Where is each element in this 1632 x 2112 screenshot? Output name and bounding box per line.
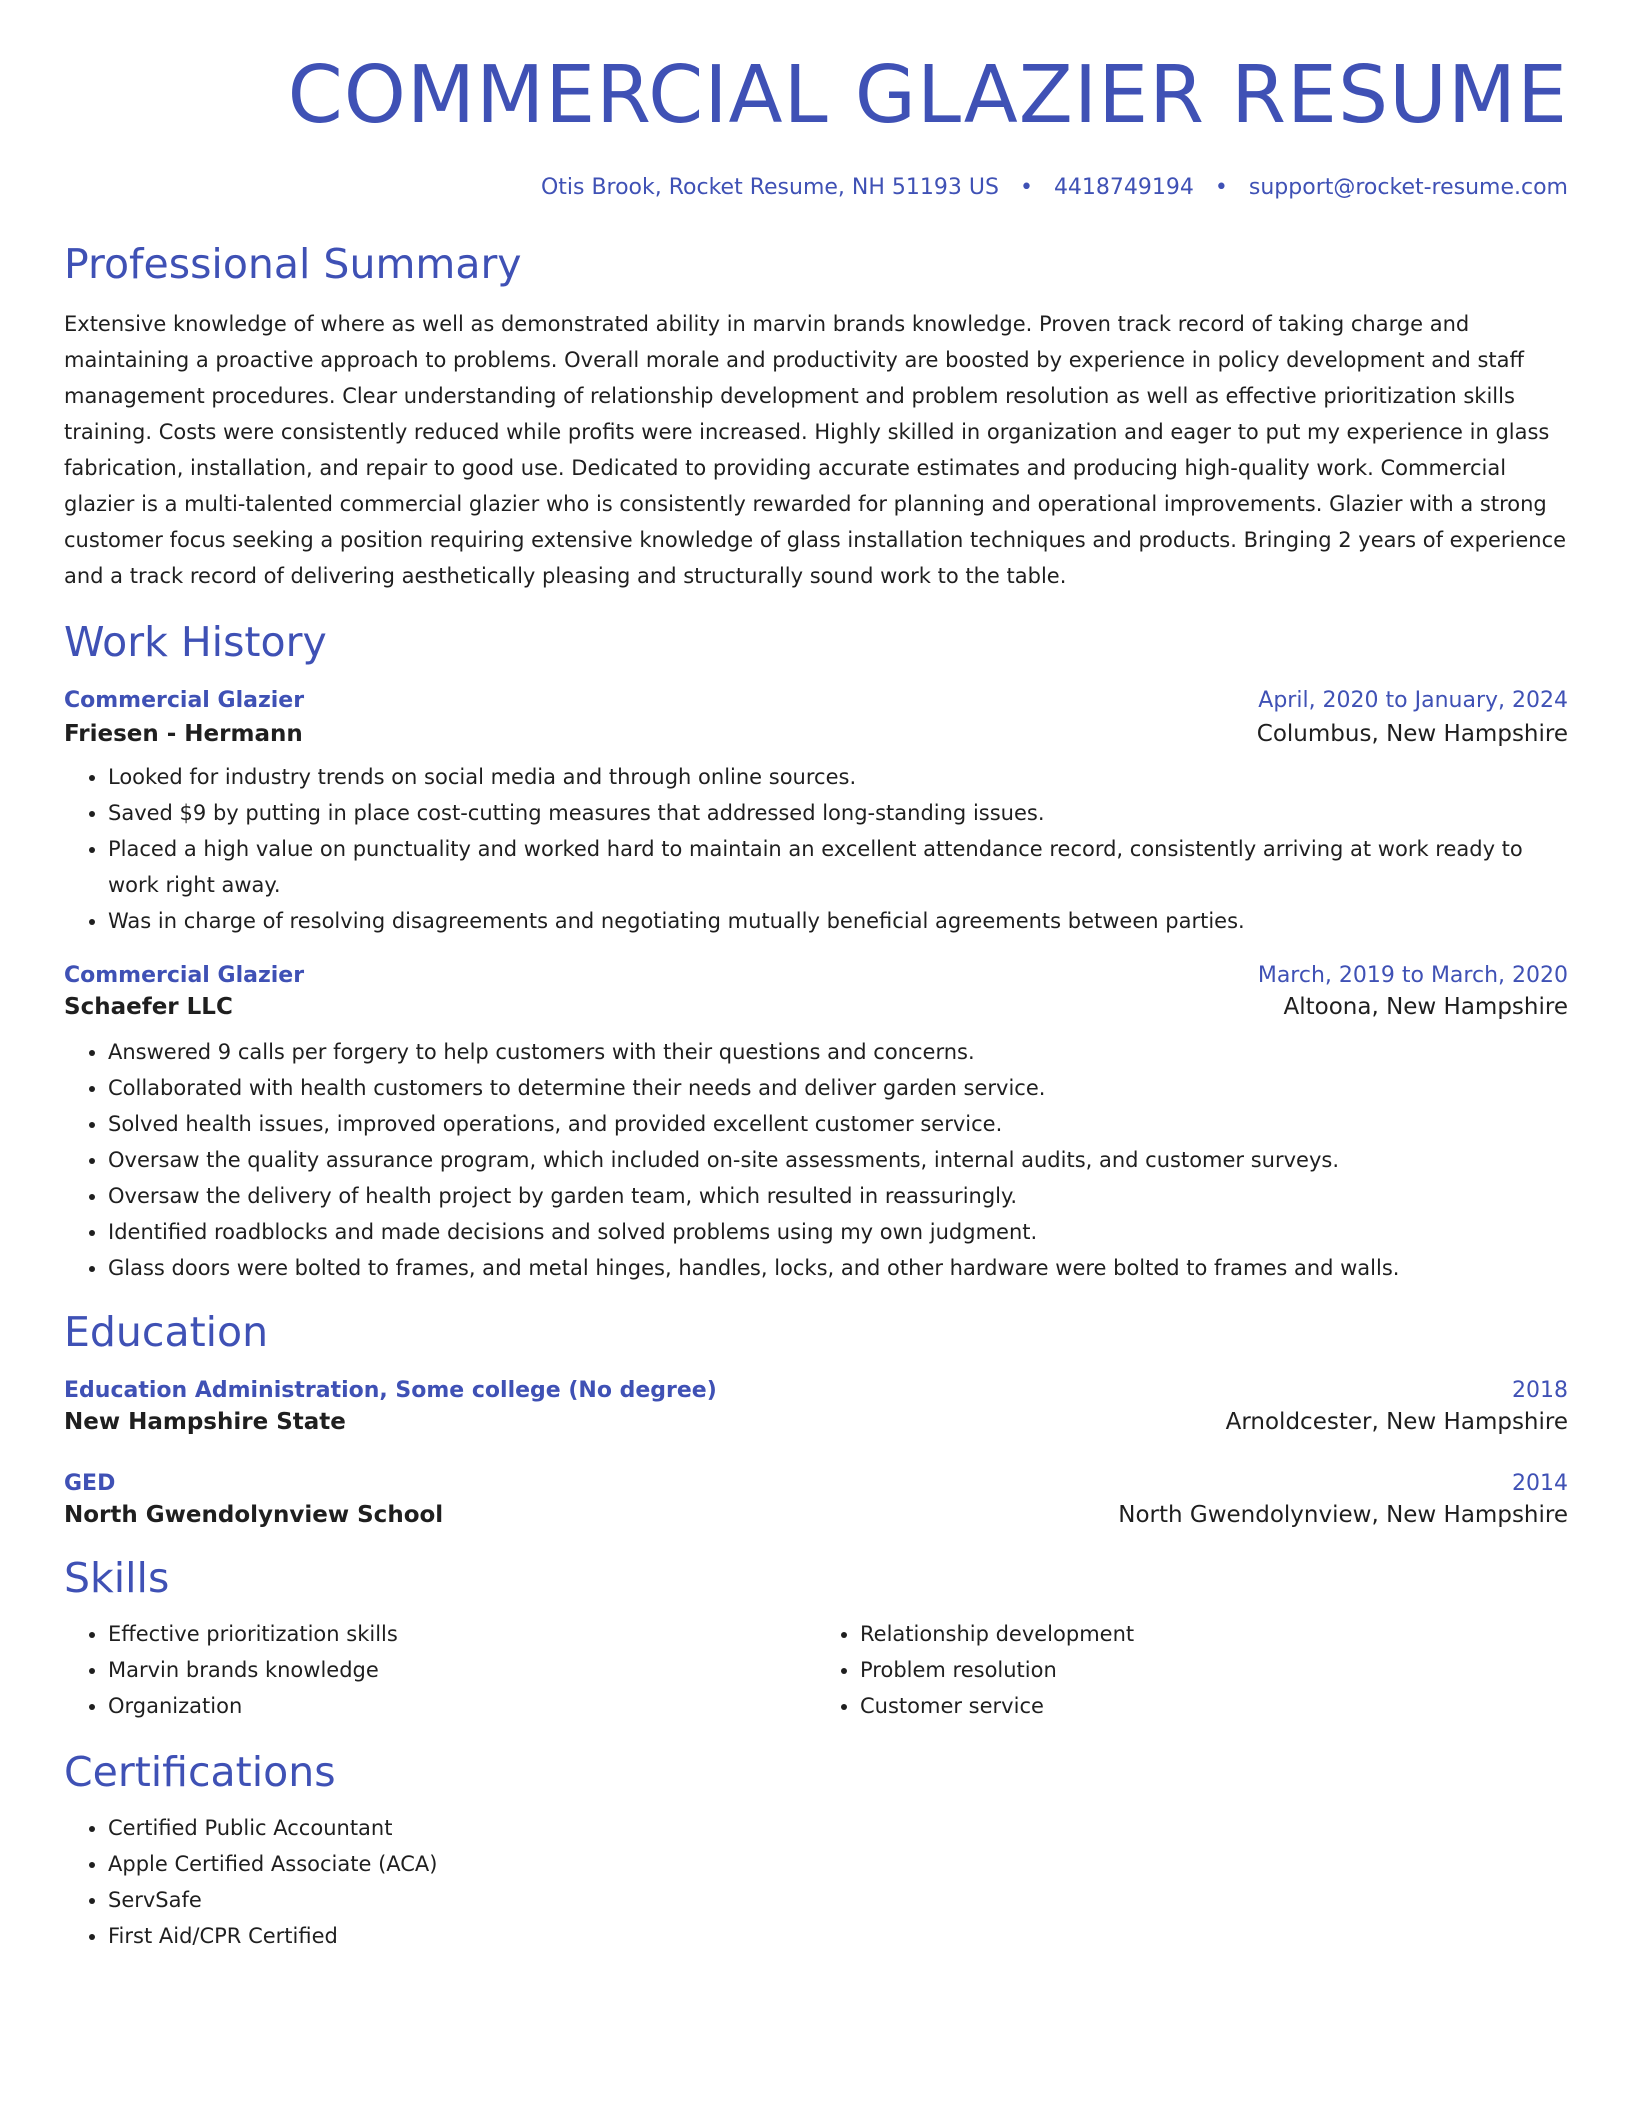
- summary-section: [64, 240, 1568, 594]
- job-bullet: • Answered 9 calls per forgery to help customers with their questions and concerns.: [108, 1034, 1568, 1070]
- job-bullets: [64, 1034, 1568, 1286]
- job-bullet: • Saved $9 by putting in place cost-cutting measures that addressed long-standing issues.: [108, 795, 1568, 831]
- education-school-row: [64, 1409, 1568, 1435]
- resume-title: COMMERCIAL GLAZIER RESUME: [287, 49, 1568, 141]
- job-dates: April, 2020 to January, 2024: [1258, 687, 1568, 713]
- education-entry: [64, 1471, 1568, 1528]
- contact-address: Otis Brook, Rocket Resume, NH 51193 US: [540, 174, 999, 200]
- certifications-heading: Certifications: [64, 1747, 336, 1796]
- contact-phone: 4418749194: [1053, 174, 1194, 200]
- resume-header: [64, 0, 1568, 200]
- skill-item: • Problem resolution: [860, 1652, 1568, 1688]
- job-company: Friesen - Hermann: [64, 720, 303, 747]
- certification-item: • Apple Certified Associate (ACA): [108, 1846, 1568, 1882]
- job-bullet: • Solved health issues, improved operations, and provided excellent customer service.: [108, 1106, 1568, 1142]
- certifications-section: [64, 1748, 1568, 1954]
- certification-item: • First Aid/CPR Certified: [108, 1918, 1568, 1954]
- job-title: Commercial Glazier: [64, 962, 305, 988]
- education-section: [64, 1308, 1568, 1528]
- job-location: Columbus, New Hampshire: [1256, 720, 1568, 747]
- job-bullet: • Oversaw the delivery of health project by garden team, which resulted in reassuringly.: [108, 1178, 1568, 1214]
- job-entry: [64, 963, 1568, 1286]
- skill-item: • Organization: [108, 1688, 816, 1724]
- skills-heading: Skills: [64, 1553, 170, 1602]
- education-year: 2014: [1512, 1470, 1568, 1496]
- work-heading: Work History: [64, 617, 327, 666]
- job-dates: March, 2019 to March, 2020: [1257, 962, 1568, 988]
- job-bullet: • Glass doors were bolted to frames, and metal hinges, handles, locks, and other hardware were bolted to frames and walls.: [108, 1250, 1568, 1286]
- job-title-row: [64, 688, 1568, 713]
- job-bullet: • Placed a high value on punctuality and worked hard to maintain an excellent attendance record, consistently arriving at work ready to work right away.: [108, 831, 1568, 903]
- contact-separator: •: [1214, 174, 1228, 200]
- contact-line: [64, 175, 1568, 200]
- job-company-row: [64, 721, 1568, 747]
- certification-item: • Certified Public Accountant: [108, 1810, 1568, 1846]
- certifications-list: [64, 1810, 1568, 1954]
- certification-item: • ServSafe: [108, 1882, 1568, 1918]
- job-bullet: • Oversaw the quality assurance program, which included on-site assessments, internal audits, and customer surveys.: [108, 1142, 1568, 1178]
- education-school: North Gwendolynview School: [64, 1501, 444, 1528]
- job-bullet: • Identified roadblocks and made decisions and solved problems using my own judgment.: [108, 1214, 1568, 1250]
- skills-list-right: [816, 1616, 1568, 1724]
- summary-heading: Professional Summary: [64, 239, 522, 288]
- contact-email: support@rocket-resume.com: [1248, 174, 1568, 200]
- education-location: Arnoldcester, New Hampshire: [1225, 1408, 1568, 1435]
- education-heading: Education: [64, 1307, 269, 1356]
- job-company: Schaefer LLC: [64, 993, 233, 1020]
- education-location: North Gwendolynview, New Hampshire: [1118, 1501, 1568, 1528]
- education-degree-row: [64, 1378, 1568, 1403]
- education-degree: GED: [64, 1470, 116, 1496]
- work-section: [64, 618, 1568, 1286]
- job-bullet: • Was in charge of resolving disagreements and negotiating mutually beneficial agreements between parties.: [108, 903, 1568, 939]
- skills-section: [64, 1554, 1568, 1724]
- education-degree-row: [64, 1471, 1568, 1496]
- education-year: 2018: [1512, 1377, 1568, 1403]
- summary-text: Extensive knowledge of where as well as demonstrated ability in marvin brands knowledge. Proven track record of taking charge and maintaining a proactive approach to problems. Overall morale and productivity are boosted by experience in policy development and staff management procedures. Clear understanding of relationship development and problem resolution as well as effective prioritization skills training. Costs were consistently reduced while profits were increased. Highly skilled in organization and eager to put my experience in glass fabrication, installation, and repair to good use. Dedicated to providing accurate estimates and producing high-quality work. Commercial glazier is a multi-talented commercial glazier who is consistently rewarded for planning and operational improvements. Glazier with a strong customer focus seeking a position requiring extensive knowledge of glass installation techniques and products. Bringing 2 years of experience and a track record of delivering aesthetically pleasing and structurally sound work to the table.: [64, 311, 1567, 588]
- skill-item: • Relationship development: [860, 1616, 1568, 1652]
- education-school-row: [64, 1502, 1568, 1528]
- skill-item: • Marvin brands knowledge: [108, 1652, 816, 1688]
- contact-separator: •: [1019, 174, 1033, 200]
- education-degree: Education Administration, Some college (No degree): [64, 1377, 717, 1403]
- job-bullets: [64, 759, 1568, 939]
- skill-item: • Customer service: [860, 1688, 1568, 1724]
- job-company-row: [64, 994, 1568, 1020]
- skills-columns: [64, 1616, 1568, 1724]
- job-location: Altoona, New Hampshire: [1283, 993, 1568, 1020]
- education-school: New Hampshire State: [64, 1408, 346, 1435]
- education-entry: [64, 1378, 1568, 1435]
- job-entry: [64, 688, 1568, 939]
- skills-list-left: [64, 1616, 816, 1724]
- job-bullet: • Looked for industry trends on social media and through online sources.: [108, 759, 1568, 795]
- skill-item: • Effective prioritization skills: [108, 1616, 816, 1652]
- job-bullet: • Collaborated with health customers to determine their needs and deliver garden service.: [108, 1070, 1568, 1106]
- job-title: Commercial Glazier: [64, 687, 305, 713]
- job-title-row: [64, 963, 1568, 988]
